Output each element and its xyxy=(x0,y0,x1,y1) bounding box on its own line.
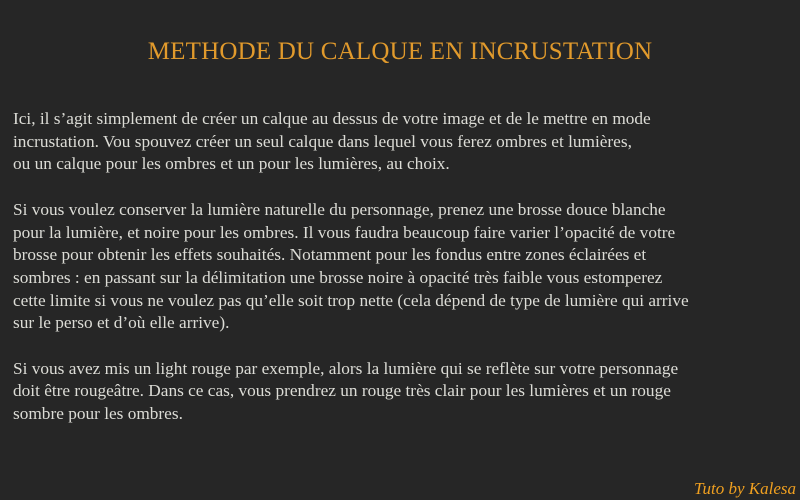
text-line: pour la lumière, et noire pour les ombres. Il vous faudra beaucoup faire varier l’opacité de votre xyxy=(13,222,676,242)
text-line: cette limite si vous ne voulez pas qu’elle soit trop nette (cela dépend de type de lumière qui arrive xyxy=(13,290,689,310)
text-line: sombre pour les ombres. xyxy=(13,404,183,424)
text-line: ou un calque pour les ombres et un pour les lumières, au choix. xyxy=(13,154,450,174)
author-signature: Tuto by Kalesa xyxy=(693,479,796,498)
text-line: sur le perso et d’où elle arrive). xyxy=(13,313,230,333)
page-title: METHODE DU CALQUE EN INCRUSTATION xyxy=(147,38,653,65)
tutorial-body xyxy=(13,108,798,449)
paragraph-overlay-layer xyxy=(13,108,798,176)
text-line: Si vous avez mis un light rouge par exemple, alors la lumière qui se reflète sur votre personnage xyxy=(13,358,679,378)
text-line: sombres : en passant sur la délimitation une brosse noire à opacité très faible vous estomperez xyxy=(13,267,663,287)
text-line: brosse pour obtenir les effets souhaités. Notamment pour les fondus entre zones éclairées et xyxy=(13,245,647,265)
paragraph-natural-light xyxy=(13,199,798,335)
text-line: Ici, il s’agit simplement de créer un calque au dessus de votre image et de le mettre en mode xyxy=(13,109,651,128)
text-line: doit être rougeâtre. Dans ce cas, vous prendrez un rouge très clair pour les lumières et un rouge xyxy=(13,381,671,401)
text-line: incrustation. Vou spouvez créer un seul calque dans lequel vous ferez ombres et lumières, xyxy=(13,131,632,151)
text-line: Si vous voulez conserver la lumière naturelle du personnage, prenez une brosse douce blanche xyxy=(13,199,666,219)
paragraph-red-light xyxy=(13,358,798,426)
